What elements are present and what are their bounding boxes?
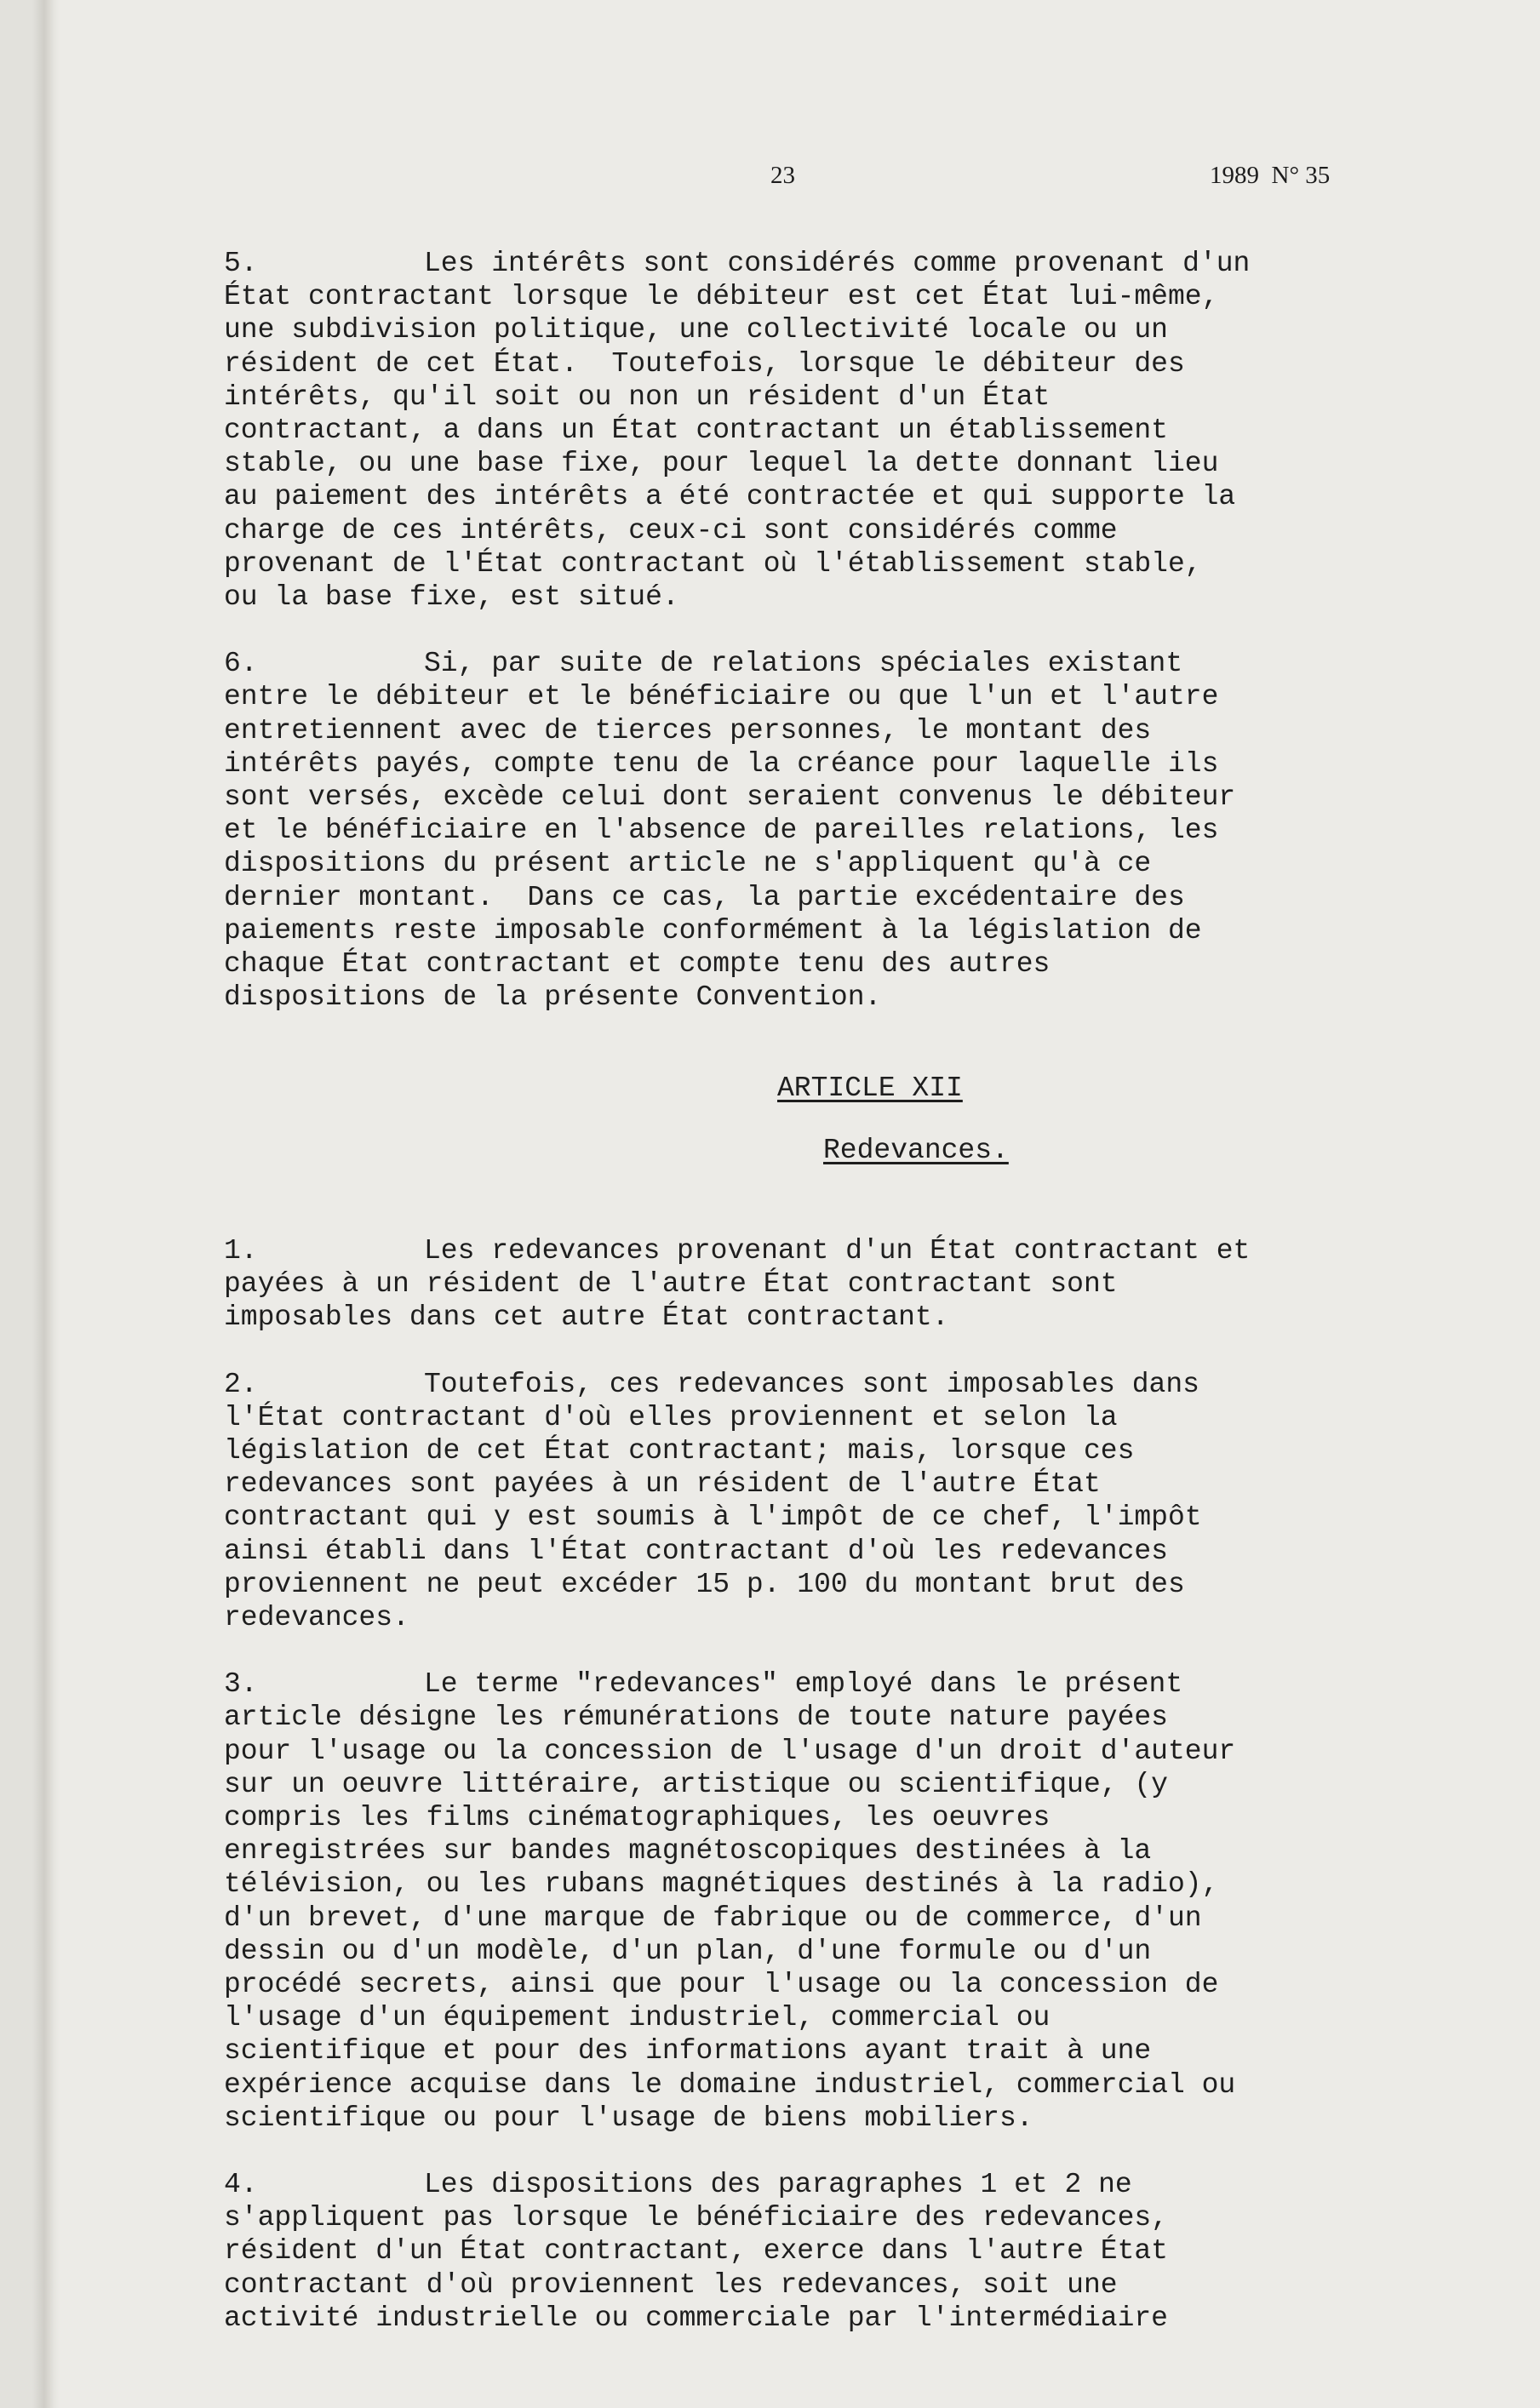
- paragraph-line: intérêts, qu'il soit ou non un résident d'un État: [224, 380, 1051, 413]
- paragraph-line: dessin ou d'un modèle, d'un plan, d'une formule ou d'un: [224, 1935, 1152, 1967]
- paragraph-line: stable, ou une base fixe, pour lequel la dette donnant lieu: [224, 448, 1219, 480]
- paragraph-line: [224, 2168, 1501, 2201]
- paragraph-line: article désigne les rémunérations de toute nature payées: [224, 1702, 1168, 1734]
- paragraph-number: 1.: [224, 1235, 258, 1267]
- paragraph-line: entre le débiteur et le bénéficiaire ou que l'un et l'autre: [224, 681, 1219, 713]
- paragraph-line-text: Les redevances provenant d'un État contractant et: [424, 1235, 1251, 1267]
- paragraph-2: [224, 1368, 1501, 1635]
- journal-reference: 1989 N° 35: [1210, 162, 1331, 189]
- paragraph-line: l'État contractant d'où elles proviennent et selon la: [224, 1401, 1118, 1433]
- paragraph-line: imposables dans cet autre État contractant.: [224, 1301, 949, 1334]
- paragraph-line: et le bénéficiaire en l'absence de pareilles relations, les: [224, 815, 1219, 847]
- paragraph-line: ainsi établi dans l'État contractant d'où les redevances: [224, 1535, 1168, 1567]
- paragraph-line: d'un brevet, d'une marque de fabrique ou de commerce, d'un: [224, 1902, 1202, 1934]
- paragraph-number: 6.: [224, 648, 258, 680]
- paragraph-line-text: Si, par suite de relations spéciales existant: [424, 648, 1183, 680]
- paragraph-line: dispositions de la présente Convention.: [224, 981, 882, 1014]
- paragraph-line: s'appliquent pas lorsque le bénéficiaire des redevances,: [224, 2202, 1168, 2234]
- paragraph-line: dispositions du présent article ne s'appliquent qu'à ce: [224, 848, 1152, 880]
- paragraph-line: contractant d'où proviennent les redevances, soit une: [224, 2268, 1118, 2301]
- paragraph-number: 3.: [224, 1668, 258, 1701]
- paragraph-line: résident d'un État contractant, exerce dans l'autre État: [224, 2235, 1168, 2268]
- paragraph-line: sur un oeuvre littéraire, artistique ou scientifique, (y: [224, 1768, 1168, 1800]
- paragraph-line: provenant de l'État contractant où l'établissement stable,: [224, 547, 1202, 580]
- paragraph-line: [224, 1368, 1501, 1401]
- paragraph-line-text: Les intérêts sont considérés comme provenant d'un: [424, 248, 1251, 279]
- page-binding-edge: [0, 0, 60, 2408]
- paragraph-number: 4.: [224, 2169, 258, 2201]
- paragraph-3: [224, 1667, 1501, 2135]
- paragraph-line: proviennent ne peut excéder 15 p. 100 du montant brut des: [224, 1568, 1185, 1600]
- paragraph-1: [224, 1234, 1501, 1335]
- paragraph-line: compris les films cinématographiques, les oeuvres: [224, 1802, 1051, 1834]
- paragraph-line-text: Toutefois, ces redevances sont imposables dans: [424, 1368, 1199, 1400]
- paragraph-line: intérêts payés, compte tenu de la créance pour laquelle ils: [224, 747, 1219, 780]
- article-heading: Redevances.: [823, 1135, 1009, 1166]
- paragraph-number: 5.: [224, 248, 258, 279]
- paragraph-line: entretiennent avec de tierces personnes, le montant des: [224, 714, 1152, 746]
- paragraph-line: [224, 247, 1501, 280]
- paragraph-line: redevances sont payées à un résident de l'autre État: [224, 1468, 1101, 1501]
- paragraph-line: [224, 647, 1501, 680]
- paragraph-line: législation de cet État contractant; mais, lorsque ces: [224, 1435, 1135, 1467]
- paragraph-5: [224, 247, 1501, 614]
- paragraph-line: charge de ces intérêts, ceux-ci sont considérés comme: [224, 514, 1118, 546]
- paragraph-6: [224, 647, 1501, 1014]
- paragraph-line: payées à un résident de l'autre État contractant sont: [224, 1268, 1118, 1301]
- document-page: [60, 0, 1540, 2408]
- article-title: ARTICLE XII: [777, 1072, 963, 1104]
- paragraph-line: redevances.: [224, 1602, 409, 1634]
- paragraph-line: scientifique et pour des informations ayant trait à une: [224, 2035, 1152, 2068]
- paragraph-line: chaque État contractant et compte tenu des autres: [224, 948, 1051, 981]
- paragraph-line: enregistrées sur bandes magnétoscopiques destinées à la: [224, 1835, 1152, 1867]
- paragraph-line-text: Les dispositions des paragraphes 1 et 2 ne: [424, 2169, 1132, 2201]
- page-number: 23: [770, 162, 795, 189]
- royalty-paragraphs: [224, 1234, 1501, 2368]
- paragraph-line: [224, 1667, 1501, 1701]
- paragraph-line: expérience acquise dans le domaine industriel, commercial ou: [224, 2068, 1236, 2101]
- paragraph-line-text: Le terme "redevances" employé dans le présent: [424, 1668, 1183, 1701]
- paragraph-line: activité industrielle ou commerciale par l'intermédiaire: [224, 2302, 1168, 2334]
- paragraph-line: résident de cet État. Toutefois, lorsque le débiteur des: [224, 347, 1185, 380]
- paragraph-line: procédé secrets, ainsi que pour l'usage ou la concession de: [224, 1969, 1219, 2001]
- interest-paragraphs: [224, 247, 1501, 1047]
- paragraph-line: dernier montant. Dans ce cas, la partie excédentaire des: [224, 881, 1185, 913]
- paragraph-line: une subdivision politique, une collectivité locale ou un: [224, 314, 1168, 346]
- paragraph-line: au paiement des intérêts a été contractée et qui supporte la: [224, 481, 1236, 513]
- paragraph-line: scientifique ou pour l'usage de biens mobiliers.: [224, 2102, 1033, 2134]
- paragraph-number: 2.: [224, 1368, 258, 1400]
- paragraph-4: [224, 2168, 1501, 2335]
- paragraph-line: contractant, a dans un État contractant un établissement: [224, 415, 1168, 447]
- paragraph-line: [224, 1234, 1501, 1267]
- paragraph-line: contractant qui y est soumis à l'impôt de ce chef, l'impôt: [224, 1501, 1202, 1534]
- paragraph-line: ou la base fixe, est situé.: [224, 581, 679, 614]
- paragraph-line: pour l'usage ou la concession de l'usage d'un droit d'auteur: [224, 1735, 1236, 1767]
- paragraph-line: l'usage d'un équipement industriel, commercial ou: [224, 2002, 1051, 2034]
- paragraph-line: télévision, ou les rubans magnétiques destinés à la radio),: [224, 1868, 1219, 1901]
- paragraph-line: État contractant lorsque le débiteur est cet État lui-même,: [224, 281, 1219, 313]
- paragraph-line: paiements reste imposable conformément à la législation de: [224, 914, 1202, 947]
- paragraph-line: sont versés, excède celui dont seraient convenus le débiteur: [224, 781, 1236, 814]
